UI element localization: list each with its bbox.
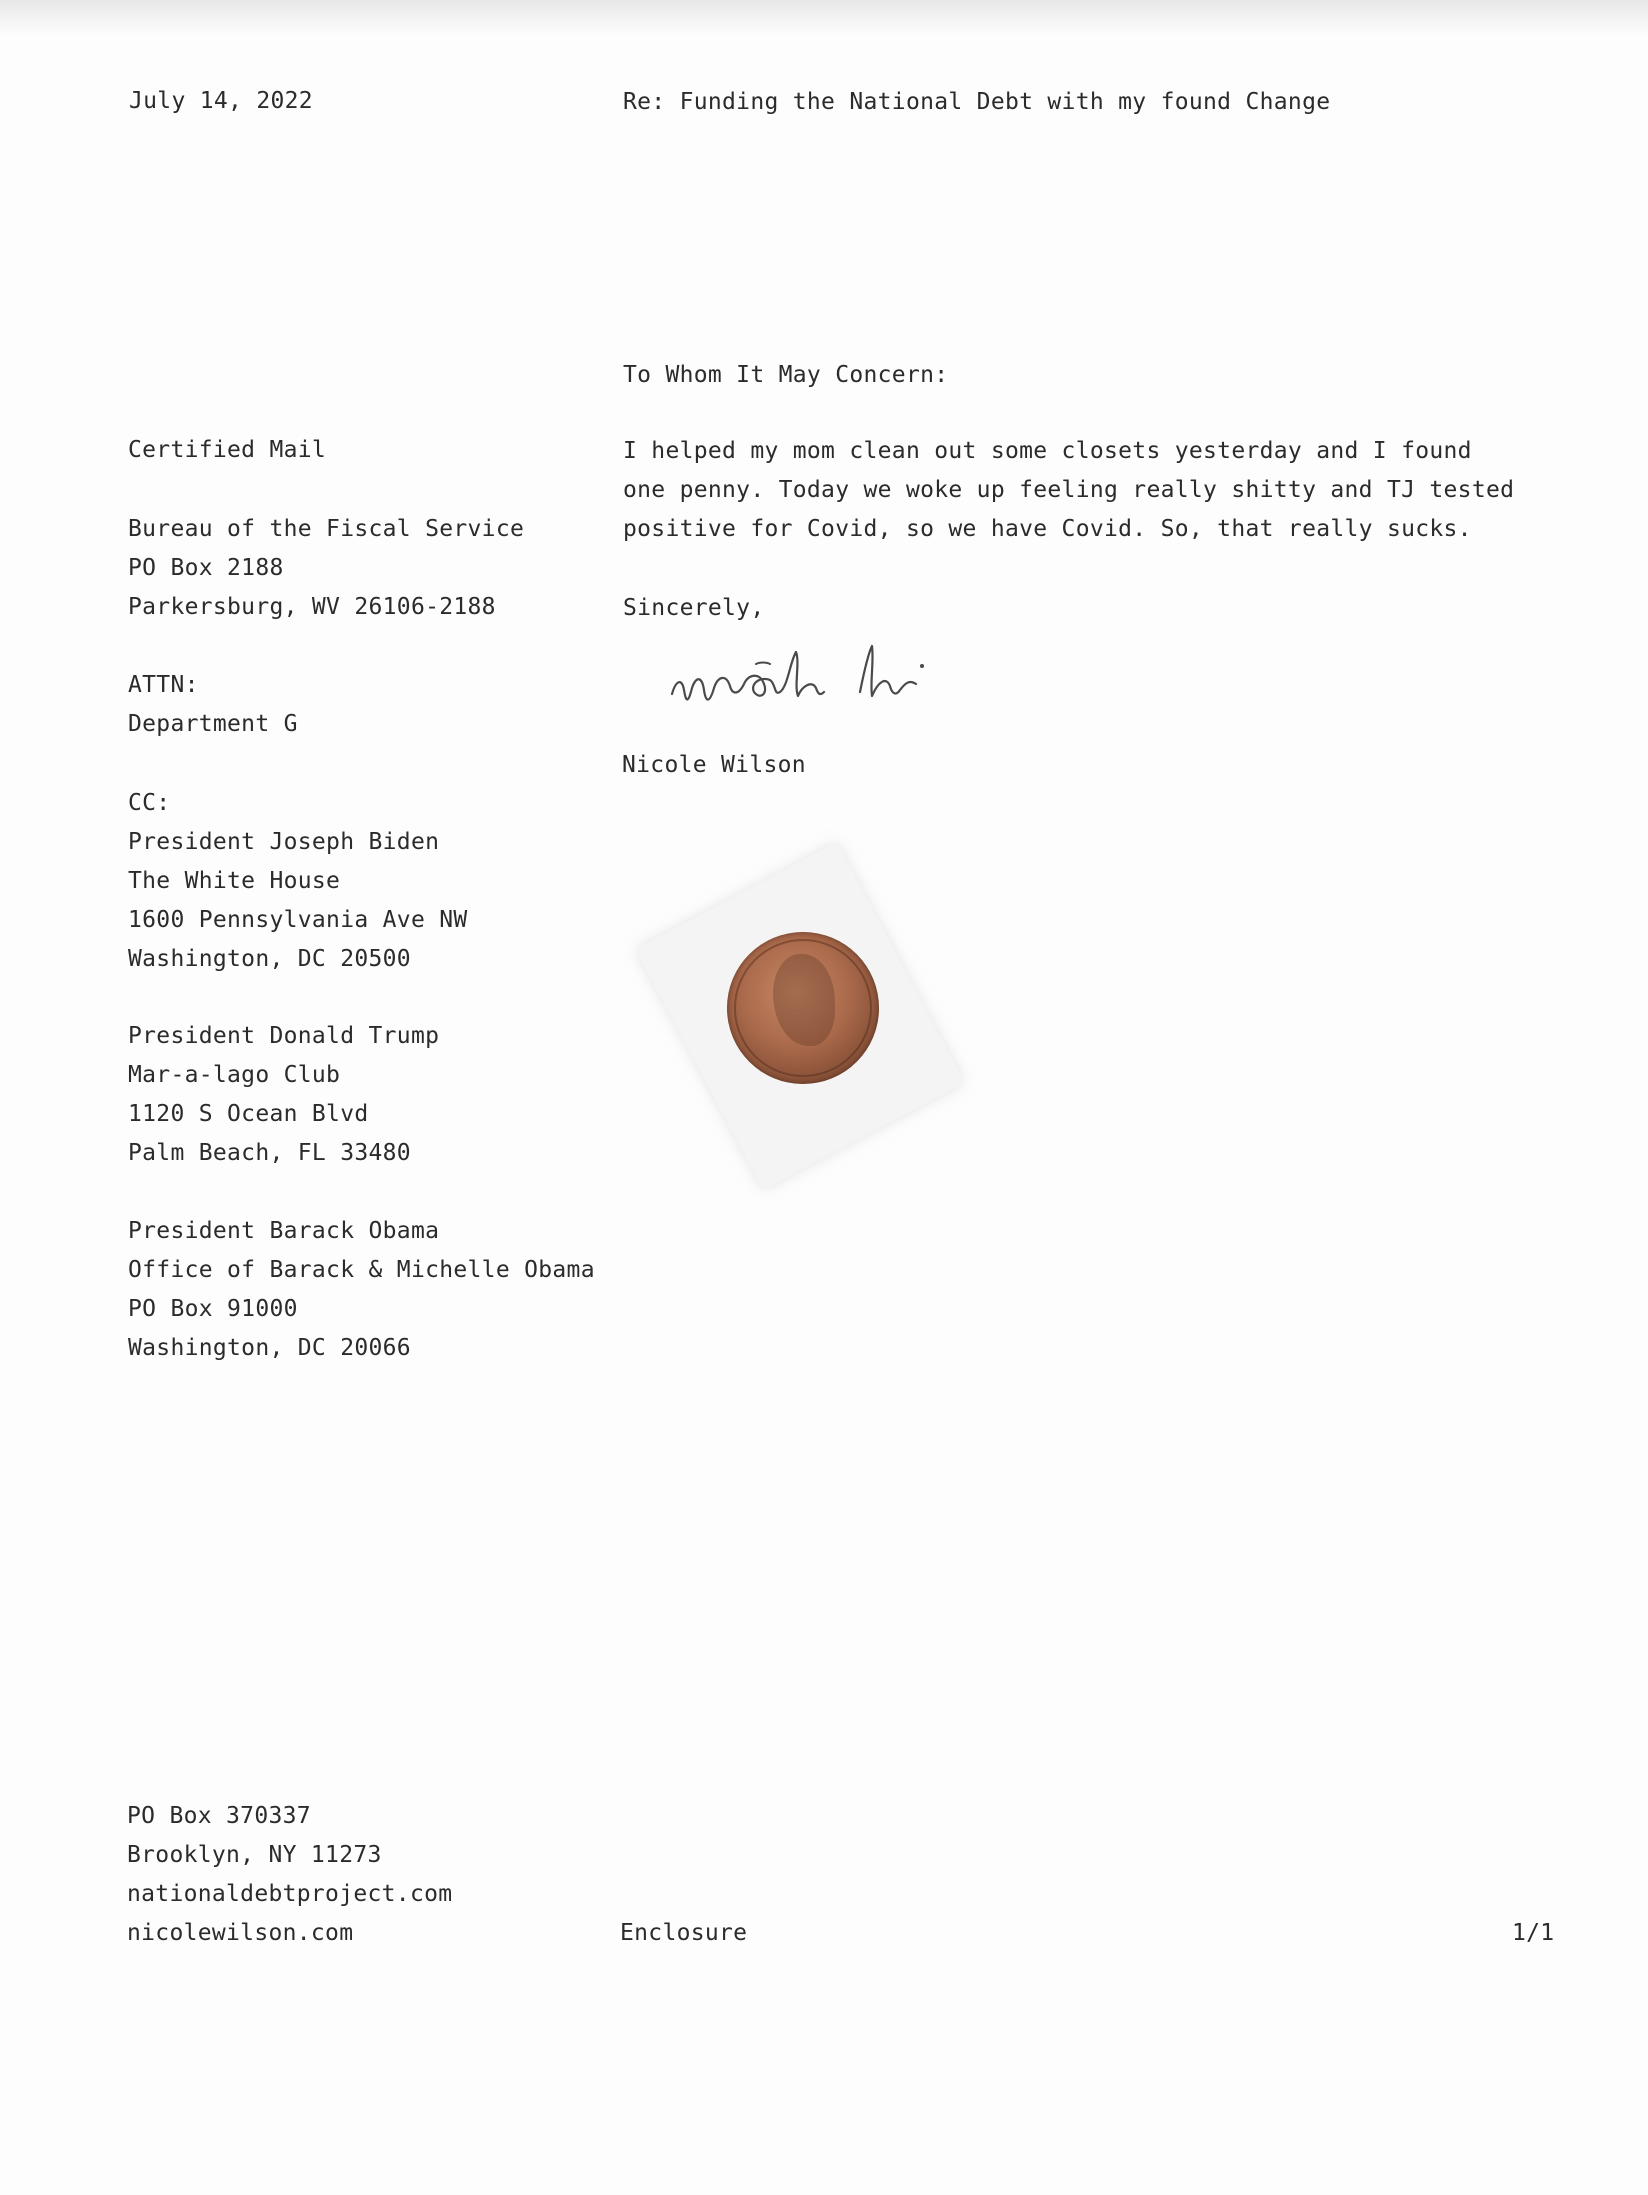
letter-date: July 14, 2022 [129, 88, 313, 114]
recipient-line: Parkersburg, WV 26106-2188 [128, 594, 496, 620]
cc-line: Office of Barack & Michelle Obama [128, 1257, 595, 1283]
cc-line: Washington, DC 20066 [128, 1335, 411, 1361]
sender-line: nationaldebtproject.com [127, 1881, 453, 1907]
handwritten-signature [660, 632, 980, 732]
penny-icon [727, 932, 879, 1084]
cc-block-trump [128, 1017, 439, 1173]
sender-line: Brooklyn, NY 11273 [127, 1842, 382, 1868]
cc-line: President Joseph Biden [128, 829, 440, 855]
sender-line: nicolewilson.com [127, 1920, 354, 1946]
cc-line: Palm Beach, FL 33480 [128, 1140, 411, 1166]
attn-label: ATTN: [128, 672, 199, 698]
cc-line: Mar-a-lago Club [128, 1062, 341, 1088]
cc-line: 1600 Pennsylvania Ave NW [128, 907, 468, 933]
letter-body: I helped my mom clean out some closets yesterday and I found one penny. Today we woke up feeling really shitty and TJ tested positive for Covid, so we have Covid. So, that really sucks. [623, 438, 1515, 542]
cc-line: PO Box 91000 [128, 1296, 298, 1322]
enclosure-label: Enclosure [620, 1920, 748, 1946]
recipient-line: Bureau of the Fiscal Service [128, 516, 525, 542]
cc-block-obama [128, 1212, 595, 1368]
attn-value: Department G [128, 711, 298, 737]
page-number: 1/1 [1512, 1920, 1555, 1946]
sender-address [127, 1797, 452, 1953]
cc-line: Washington, DC 20500 [128, 946, 411, 972]
letter-subject: Re: Funding the National Debt with my found Change [623, 89, 1331, 115]
recipient-line: PO Box 2188 [128, 555, 284, 581]
cc-block-biden [128, 784, 468, 979]
recipient-address [128, 510, 524, 627]
cc-line: The White House [128, 868, 341, 894]
cc-line: President Donald Trump [128, 1023, 440, 1049]
cc-line: President Barack Obama [128, 1218, 440, 1244]
cc-label: CC: [128, 790, 171, 816]
attn-block [128, 666, 298, 744]
letter-salutation: To Whom It May Concern: [623, 362, 949, 388]
mailing-method: Certified Mail [128, 437, 327, 463]
cc-line: 1120 S Ocean Blvd [128, 1101, 369, 1127]
letter-closing: Sincerely, [623, 595, 765, 621]
sender-line: PO Box 370337 [127, 1803, 311, 1829]
scan-edge-shadow [0, 0, 1648, 36]
signer-name: Nicole Wilson [622, 752, 806, 778]
